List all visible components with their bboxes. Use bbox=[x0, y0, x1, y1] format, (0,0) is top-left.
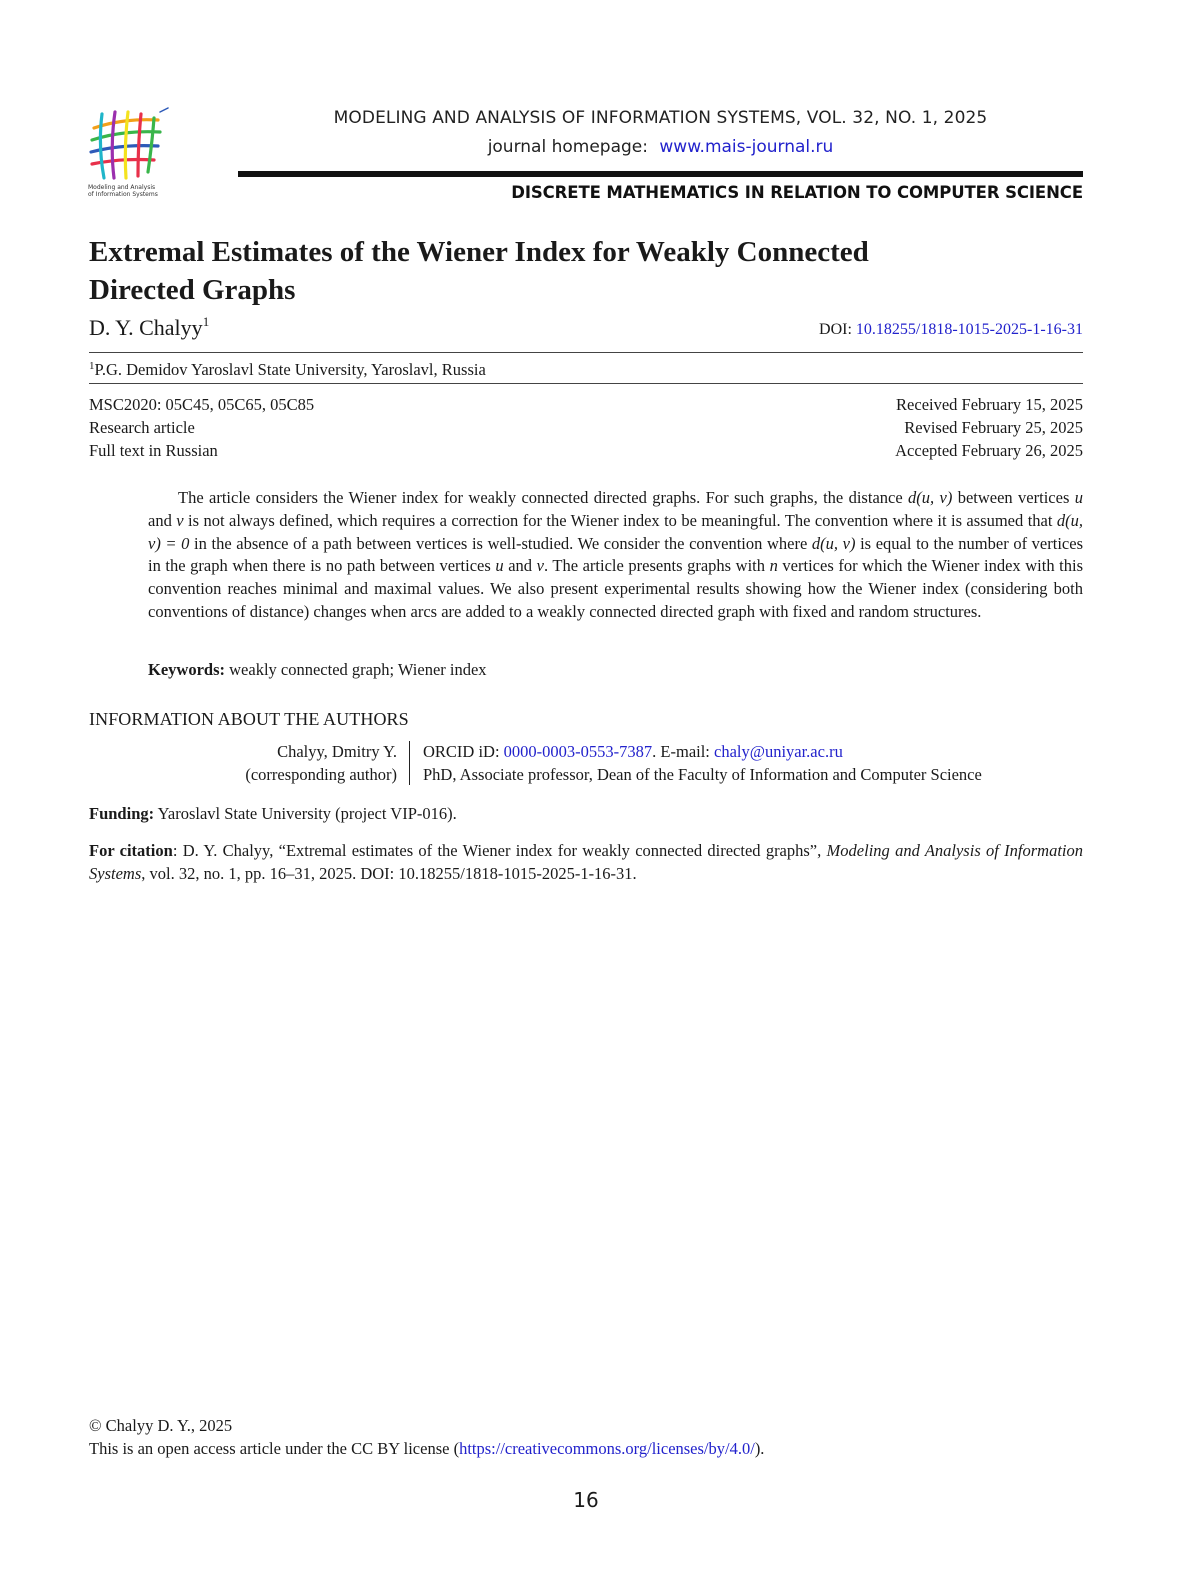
keywords-label: Keywords: bbox=[148, 660, 225, 679]
full-text-language: Full text in Russian bbox=[89, 441, 218, 460]
author-superscript: 1 bbox=[202, 314, 210, 329]
divider bbox=[89, 383, 1083, 384]
section-heading: DISCRETE MATHEMATICS IN RELATION TO COMPUTER SCIENCE bbox=[511, 183, 1083, 202]
title-line1: Extremal Estimates of the Wiener Index for Weakly Connected bbox=[89, 236, 869, 268]
author-name: D. Y. Chalyy$^1$ bbox=[89, 314, 210, 340]
orcid-link[interactable]: 0000-0003-0553-7387 bbox=[503, 742, 653, 761]
homepage-link[interactable]: www.mais-journal.ru bbox=[659, 137, 834, 157]
logo-text-line1: Modeling and Analysis bbox=[88, 184, 156, 191]
article-title bbox=[89, 233, 1069, 309]
citation-journal: Modeling and Analysis of Information Systems bbox=[89, 841, 1083, 883]
license-notice: This is an open access article under the CC BY license (https://creativecommons.org/licenses/by/4.0/). bbox=[89, 1439, 765, 1458]
article-type: Research article bbox=[89, 418, 195, 437]
page-number: 16 bbox=[573, 1488, 599, 1512]
journal-logo bbox=[88, 106, 172, 202]
funding bbox=[89, 804, 457, 824]
accepted-date: Accepted February 26, 2025 bbox=[895, 441, 1083, 460]
author-role: (corresponding author) bbox=[245, 765, 397, 784]
msc-codes: MSC2020: 05C45, 05C65, 05C85 bbox=[89, 395, 315, 414]
author-position: PhD, Associate professor, Dean of the Faculty of Information and Computer Science bbox=[423, 765, 982, 784]
funding-label: Funding: bbox=[89, 804, 155, 823]
divider bbox=[89, 352, 1083, 353]
revised-date: Revised February 25, 2025 bbox=[904, 418, 1083, 437]
doi-link[interactable]: 10.18255/1818-1015-2025-1-16-31 bbox=[855, 321, 1083, 338]
funding-value: Yaroslavl State University (project VIP-016). bbox=[154, 804, 457, 823]
keywords-value: weakly connected graph; Wiener index bbox=[225, 660, 487, 679]
author-details bbox=[423, 740, 982, 786]
author-identity bbox=[245, 740, 397, 786]
title-line2: Directed Graphs bbox=[89, 274, 296, 306]
logo-grid-icon bbox=[88, 106, 172, 186]
affiliation: $^1$P.G. Demidov Yaroslavl State University, Yaroslavl, Russia bbox=[89, 360, 486, 379]
journal-homepage bbox=[238, 137, 1083, 157]
author-info-separator bbox=[409, 741, 410, 785]
copyright: © Chalyy D. Y., 2025 bbox=[89, 1416, 233, 1435]
received-date: Received February 15, 2025 bbox=[896, 395, 1083, 414]
citation: For citation: D. Y. Chalyy, “Extremal estimates of the Wiener index for weakly connected directed graphs”, Modeling and Analysis of Information Systems, vol. 32, no. 1, pp. 16–31, 2025. DOI: 10.18255/1818-1015-2025-1-16-31. bbox=[89, 841, 1083, 883]
doi-label: DOI: bbox=[819, 321, 852, 338]
license-link[interactable]: https://creativecommons.org/licenses/by/4.0/ bbox=[459, 1439, 755, 1458]
doi bbox=[819, 321, 1083, 339]
header-rule bbox=[238, 171, 1083, 177]
abstract: The article considers the Wiener index for weakly connected directed graphs. For such graphs, the distance d(u, v) between vertices u and v is not always defined, which requires a correction for the Wiener index to be meaningful. The convention where it is assumed that d(u, v) = 0 in the absence of a path between vertices is well-studied. We consider the convention where d(u, v) is equal to the number of vertices in the graph when there is no path between vertices u and v. The article presents graphs with n vertices for which the Wiener index with this convention reaches minimal and maximal values. We also present experimental results showing how the Wiener index (considering both conventions of distance) changes when arcs are added to a weakly connected directed graph with fixed and random structures. bbox=[148, 488, 1084, 621]
author-full-name: Chalyy, Dmitry Y. bbox=[277, 742, 397, 761]
journal-title: MODELING AND ANALYSIS OF INFORMATION SYSTEMS, VOL. 32, NO. 1, 2025 bbox=[333, 108, 988, 128]
email-link[interactable]: chaly@uniyar.ac.ru bbox=[714, 742, 843, 761]
author-contacts: ORCID iD: 0000-0003-0553-7387. E-mail: chaly@uniyar.ac.ru bbox=[423, 742, 843, 761]
logo-text-line2: of Information Systems bbox=[88, 191, 158, 198]
keywords bbox=[148, 660, 487, 680]
authors-info-heading: INFORMATION ABOUT THE AUTHORS bbox=[89, 709, 409, 729]
homepage-label: journal homepage: bbox=[487, 137, 648, 157]
citation-label: For citation bbox=[89, 841, 173, 860]
